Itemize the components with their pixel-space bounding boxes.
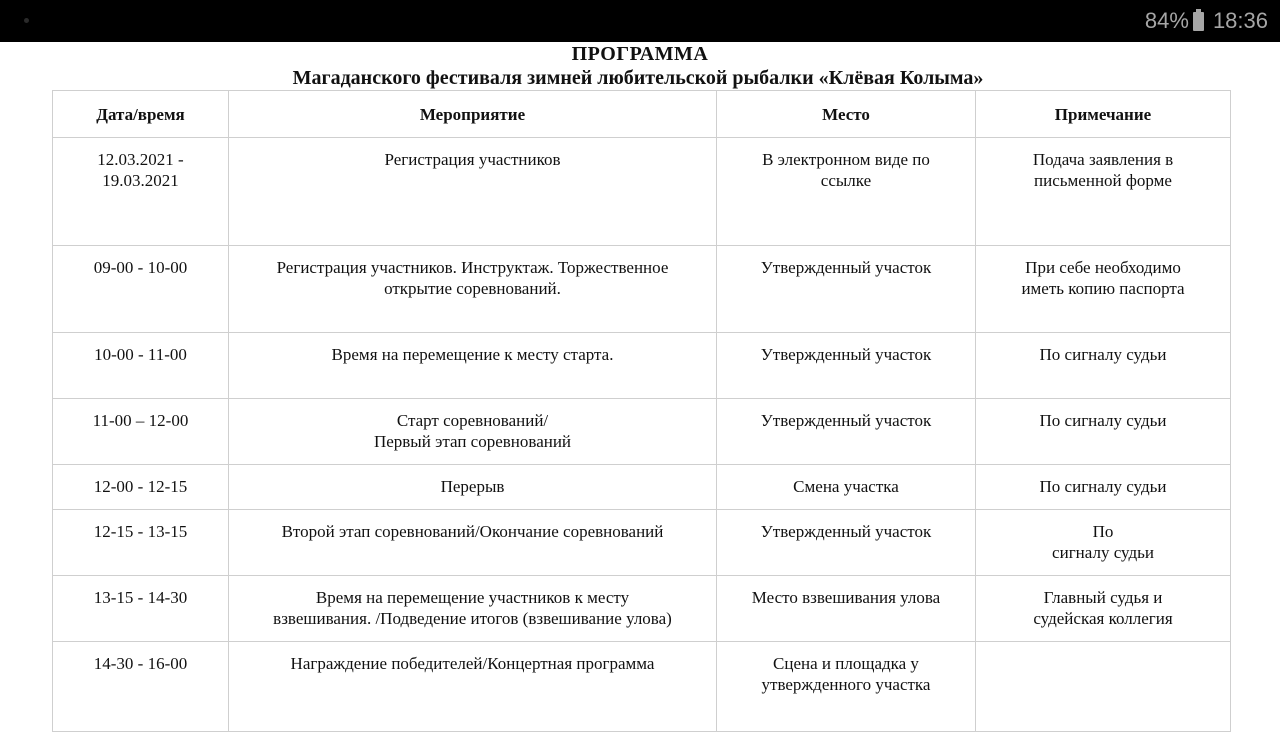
cell-place: Утвержденный участок	[717, 510, 976, 576]
cell-event: Регистрация участников	[229, 138, 717, 246]
cell-event: Время на перемещение к месту старта.	[229, 333, 717, 399]
table-row	[53, 246, 1231, 333]
cell-note: Главный судья и судейская коллегия	[976, 576, 1231, 642]
cell-place: Место взвешивания улова	[717, 576, 976, 642]
cell-note: При себе необходимо иметь копию паспорта	[976, 246, 1231, 333]
header-datetime: Дата/время	[53, 91, 229, 138]
cell-place: Смена участка	[717, 465, 976, 510]
status-indicators	[1145, 0, 1268, 42]
cell-datetime: 10-00 - 11-00	[53, 333, 229, 399]
clock: 18:36	[1212, 8, 1268, 33]
header-event: Мероприятие	[229, 91, 717, 138]
cell-datetime: 14-30 - 16-00	[53, 642, 229, 732]
header-place: Место	[717, 91, 976, 138]
table-row	[53, 642, 1231, 732]
cell-event: Время на перемещение участников к месту взвешивания. /Подведение итогов (взвешивание улова)	[229, 576, 717, 642]
header-note: Примечание	[976, 91, 1231, 138]
cell-place: Утвержденный участок	[717, 399, 976, 465]
cell-place: В электронном виде по ссылке	[717, 138, 976, 246]
table-row	[53, 510, 1231, 576]
document-title: ПРОГРАММА	[571, 43, 709, 65]
table-row	[53, 465, 1231, 510]
cell-note: По сигналу судьи	[976, 510, 1231, 576]
table-header-row	[53, 91, 1231, 138]
table-row	[53, 576, 1231, 642]
battery-percent: 84%	[1144, 8, 1189, 33]
cell-place: Утвержденный участок	[717, 333, 976, 399]
schedule-table	[52, 90, 1231, 732]
cell-event: Награждение победителей/Концертная программа	[229, 642, 717, 732]
cell-note: По сигналу судьи	[976, 399, 1231, 465]
cell-datetime: 09-00 - 10-00	[53, 246, 229, 333]
cell-note	[976, 642, 1231, 732]
table-row	[53, 138, 1231, 246]
cell-note: По сигналу судьи	[976, 465, 1231, 510]
cell-datetime: 13-15 - 14-30	[53, 576, 229, 642]
battery-icon	[1193, 12, 1204, 31]
table-row	[53, 333, 1231, 399]
cell-event: Регистрация участников. Инструктаж. Торжественное открытие соревнований.	[229, 246, 717, 333]
document-subtitle: Магаданского фестиваля зимней любительской рыбалки «Клёвая Колыма»	[292, 67, 984, 89]
cell-place: Утвержденный участок	[717, 246, 976, 333]
cell-event: Старт соревнований/ Первый этап соревнований	[229, 399, 717, 465]
cell-event: Второй этап соревнований/Окончание соревнований	[229, 510, 717, 576]
cell-event: Перерыв	[229, 465, 717, 510]
cell-place: Сцена и площадка у утвержденного участка	[717, 642, 976, 732]
cell-datetime: 11-00 – 12-00	[53, 399, 229, 465]
cell-datetime: 12-00 - 12-15	[53, 465, 229, 510]
status-bar	[0, 0, 1280, 42]
cell-note: Подача заявления в письменной форме	[976, 138, 1231, 246]
cell-datetime: 12.03.2021 - 19.03.2021	[53, 138, 229, 246]
notification-dot-icon	[24, 18, 29, 23]
table-row	[53, 399, 1231, 465]
cell-datetime: 12-15 - 13-15	[53, 510, 229, 576]
cell-note: По сигналу судьи	[976, 333, 1231, 399]
